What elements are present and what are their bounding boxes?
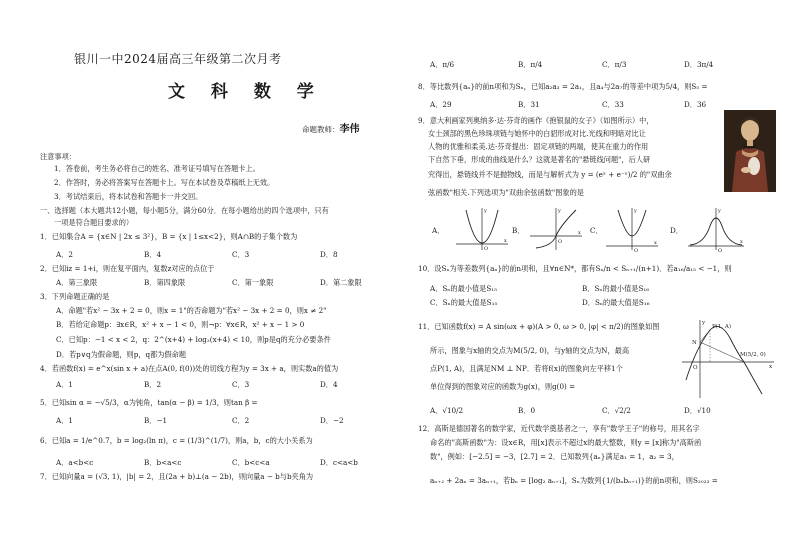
question-9-line: 9．意大利画家列奥纳多·达·芬奇的画作《抱银鼠的女子》（如图所示）中，	[418, 116, 654, 125]
question-1-option-d: D．8	[320, 250, 338, 259]
question-5-option-b: B．−1	[144, 416, 168, 425]
question-8-stem: 8．等比数列{aₙ}的前n项和为Sₙ，已知a₂a₃ = 2a₁，且a₄与2a₇的等差中项为5/4，则S₅ =	[418, 82, 708, 91]
graph-a-x-label: x	[504, 238, 507, 244]
question-7-option-b: B．π/4	[518, 60, 543, 69]
question-5-option-a: A．1	[56, 416, 73, 425]
question-6-option-c: C．b<c<a	[232, 458, 270, 467]
painting-image	[724, 110, 776, 192]
question-5-option-d: D．−2	[320, 416, 344, 425]
question-9-line: 人物的优雅和柔美.达·芬奇提出：固定项链的两端，使其在重力的作用	[428, 142, 649, 151]
question-5-option-c: C．2	[232, 416, 250, 425]
question-10-option-c: C．Sₙ的最大值是S₁₅	[430, 298, 498, 307]
question-10-option-a: A．Sₙ的最小值是S₁₅	[430, 284, 498, 293]
question-2-option-c: C．第一象限	[232, 278, 274, 287]
question-11-line: 单位得到的图象对应的函数为g(x)，则g(0) =	[430, 382, 576, 391]
point-p-label: P(1, A)	[712, 324, 731, 330]
question-9-line: 下自然下垂，形成的曲线是什么？这就是著名的"悬链线问题"，后人研	[428, 155, 651, 164]
question-9-line: 究得出，悬链线并不是抛物线，而是与解析式为 y = (eˣ + e⁻ˣ)/2 的"双曲余	[428, 170, 672, 179]
question-3-line-a: A．命题"若x² − 3x + 2 = 0，则x = 1"的否命题为"若x² − 3x + 2 = 0，则x ≠ 2"	[56, 306, 327, 315]
graph-d-y-label: y	[718, 208, 721, 214]
question-10-option-b: B．Sₙ的最小值是S₁₆	[582, 284, 650, 293]
teacher-name: 李伟	[339, 124, 360, 135]
question-1-option-a: A．2	[56, 250, 73, 259]
question-12-line: 命名的"高斯函数"为：设x∈R，用[x]表示不超过x的最大整数，则y = [x]称为"高斯函	[430, 438, 702, 447]
graph-d-x-label: x	[740, 239, 743, 245]
question-5-stem: 5．已知sin α = −√5/3，α为钝角，tan(α − β) = 1/3，则tan β =	[40, 398, 258, 407]
question-10-option-d: D．Sₙ的最大值是S₁₆	[582, 298, 650, 307]
right-column	[418, 0, 778, 550]
question-7-option-c: C．π/3	[602, 60, 627, 69]
question-9-option-a: A．	[432, 226, 445, 235]
teacher-label: 命题教师：	[302, 125, 340, 134]
question-11-line: 11．已知函数f(x) = A sin(ωx + φ)(A > 0, ω > 0, |φ| < π/2)的图象如图	[418, 322, 660, 331]
question-11-option-d: D．√10	[684, 406, 711, 415]
question-3-stem: 3．下列命题正确的是	[40, 292, 110, 301]
question-4-option-a: A．1	[56, 380, 73, 389]
question-6-option-d: D．c<a<b	[320, 458, 358, 467]
question-4-option-c: C．3	[232, 380, 250, 389]
question-6-option-b: B．b<a<c	[144, 458, 182, 467]
point-n-label: N	[692, 340, 697, 346]
notes-item: 1．答卷前，考生务必将自己的姓名、准考证号填写在答题卡上。	[54, 164, 260, 173]
question-4-stem: 4．若函数f(x) = e^x(sin x + a)在点A(0, f(0))处的切线方程为y = 3x + a，则实数a的值为	[40, 364, 339, 373]
question-3-line-d: D．若p∨q为假命题，则p，q都为假命题	[56, 350, 187, 359]
notes-item: 2．作答时，务必将答案写在答题卡上。写在本试卷及草稿纸上无效。	[54, 178, 275, 187]
question-8-option-b: B．31	[518, 100, 540, 109]
graph-option-d	[686, 206, 746, 252]
question-9-line: 弦函数"相关.下列选项为"双曲余弦函数"图象的是	[428, 188, 584, 197]
origin-label: O	[693, 365, 698, 371]
graph-c-x-label: x	[654, 240, 657, 246]
question-2-option-a: A．第三象限	[56, 278, 98, 287]
teacher-line	[302, 125, 360, 134]
graph-option-c	[604, 206, 660, 252]
question-4-option-d: D．4	[320, 380, 338, 389]
notes-heading: 注意事项：	[40, 152, 76, 161]
question-11-line: 所示，图象与x轴的交点为M(5/2, 0)，与y轴的交点为N，最高	[430, 346, 630, 355]
question-8-option-c: C．33	[602, 100, 624, 109]
question-11-option-a: A．√10/2	[430, 406, 464, 415]
graph-d-origin: O	[718, 248, 723, 252]
section-heading: 一、选择题（本大题共12小题，每小题5分，满分60分．在每小题给出的四个选项中，只有	[40, 206, 329, 215]
question-7-option-d: D．3π/4	[684, 60, 714, 69]
graph-b-x-label: x	[578, 230, 581, 236]
question-6-option-a: A．a<b<c	[56, 458, 94, 467]
graph-b-origin: O	[558, 239, 563, 245]
question-9-option-b: B．	[512, 226, 525, 235]
question-6-stem: 6．已知a = 1/e^0.7，b = log₂(ln π)，c = (1/3)^(1/7)，则a，b，c的大小关系为	[40, 436, 313, 445]
question-9-line: 女士颈部的黑色珍珠项链与她怀中的白貂形成对比.光线和明暗对比让	[428, 129, 646, 138]
question-8-option-d: D．36	[684, 100, 707, 109]
question-1-stem: 1．已知集合A = {x∈N | 2x ≤ 3²}，B = {x | 1≤x<2}，则A∩B的子集个数为	[40, 232, 298, 241]
question-1-option-c: C．3	[232, 250, 250, 259]
question-8-option-a: A．29	[430, 100, 452, 109]
question-12-line: 12．高斯是德国著名的数学家，近代数学奠基者之一，享有"数学王子"的称号，用其名字	[418, 424, 700, 433]
x-axis-label: x	[769, 364, 773, 370]
graph-option-b	[528, 206, 584, 252]
point-m-label: M(5/2, 0)	[740, 352, 766, 358]
question-11-option-b: B．0	[518, 406, 536, 415]
y-axis-label: y	[702, 320, 706, 326]
graph-a-origin: O	[484, 246, 489, 252]
question-7-option-a: A．π/6	[430, 60, 455, 69]
question-12-line: aₙ₊₂ + 2aₙ = 3aₙ₊₁，若bₙ = [log₂ aₙ₊₁]，Sₙ为数列{1/(bₙbₙ₊₁)}的前n项和，则S₂₀₂₃ =	[430, 476, 718, 485]
section-heading-cont: 一项是符合题目要求的）	[54, 218, 134, 227]
question-1-option-b: B．4	[144, 250, 162, 259]
question-9-option-d: D．	[670, 226, 683, 235]
sine-graph	[680, 318, 776, 400]
graph-c-origin: O	[634, 248, 639, 252]
question-2-stem: 2．已知iz = 1+i，则在复平面内，复数z对应的点位于	[40, 264, 215, 273]
question-2-option-d: D．第二象限	[320, 278, 362, 287]
graph-c-y-label: y	[634, 208, 637, 214]
question-9-option-c: C．	[590, 226, 603, 235]
graph-b-y-label: y	[558, 208, 561, 214]
question-3-line-b: B．若给定命题p：∃x∈R，x² + x − 1 < 0，则¬p：∀x∈R，x² + x − 1 > 0	[56, 320, 305, 329]
question-12-line: 数"，例如：[−2.5] = −3，[2.7] = 2．已知数列{aₙ}满足a₁ = 1，a₂ = 3，	[430, 452, 679, 461]
graph-a-y-label: y	[484, 208, 487, 214]
school-title: 银川一中2024届高三年级第二次月考	[74, 52, 282, 66]
question-10-stem: 10．设Sₙ为等差数列{aₙ}的前n项和，且∀n∈N*，都有Sₙ/n < Sₙ₊₁/(n+1)．若a₁₆/a₁₅ < −1，则	[418, 264, 732, 273]
notes-item: 3．考试结束后，将本试卷和答题卡一并交回。	[54, 192, 203, 201]
question-3-line-c: C．已知p：−1 < x < 2，q：2^(x+4) + log₂(x+4) < 10，则p是q的充分必要条件	[56, 335, 331, 344]
question-2-option-b: B．第四象限	[144, 278, 186, 287]
question-11-option-c: C．√2/2	[602, 406, 631, 415]
subject-title: 文 科 数 学	[168, 82, 324, 102]
question-4-option-b: B．2	[144, 380, 162, 389]
left-column	[40, 0, 392, 550]
question-7-stem: 7．已知向量a = (√3, 1)，|b| = 2，且(2a + b)⊥(a − 2b)，则向量a − b与b夹角为	[40, 472, 314, 481]
graph-option-a	[454, 206, 510, 252]
question-11-line: 点P(1, A)，且满足NM ⊥ NP．若将f(x)的图象向左平移1个	[430, 364, 623, 373]
